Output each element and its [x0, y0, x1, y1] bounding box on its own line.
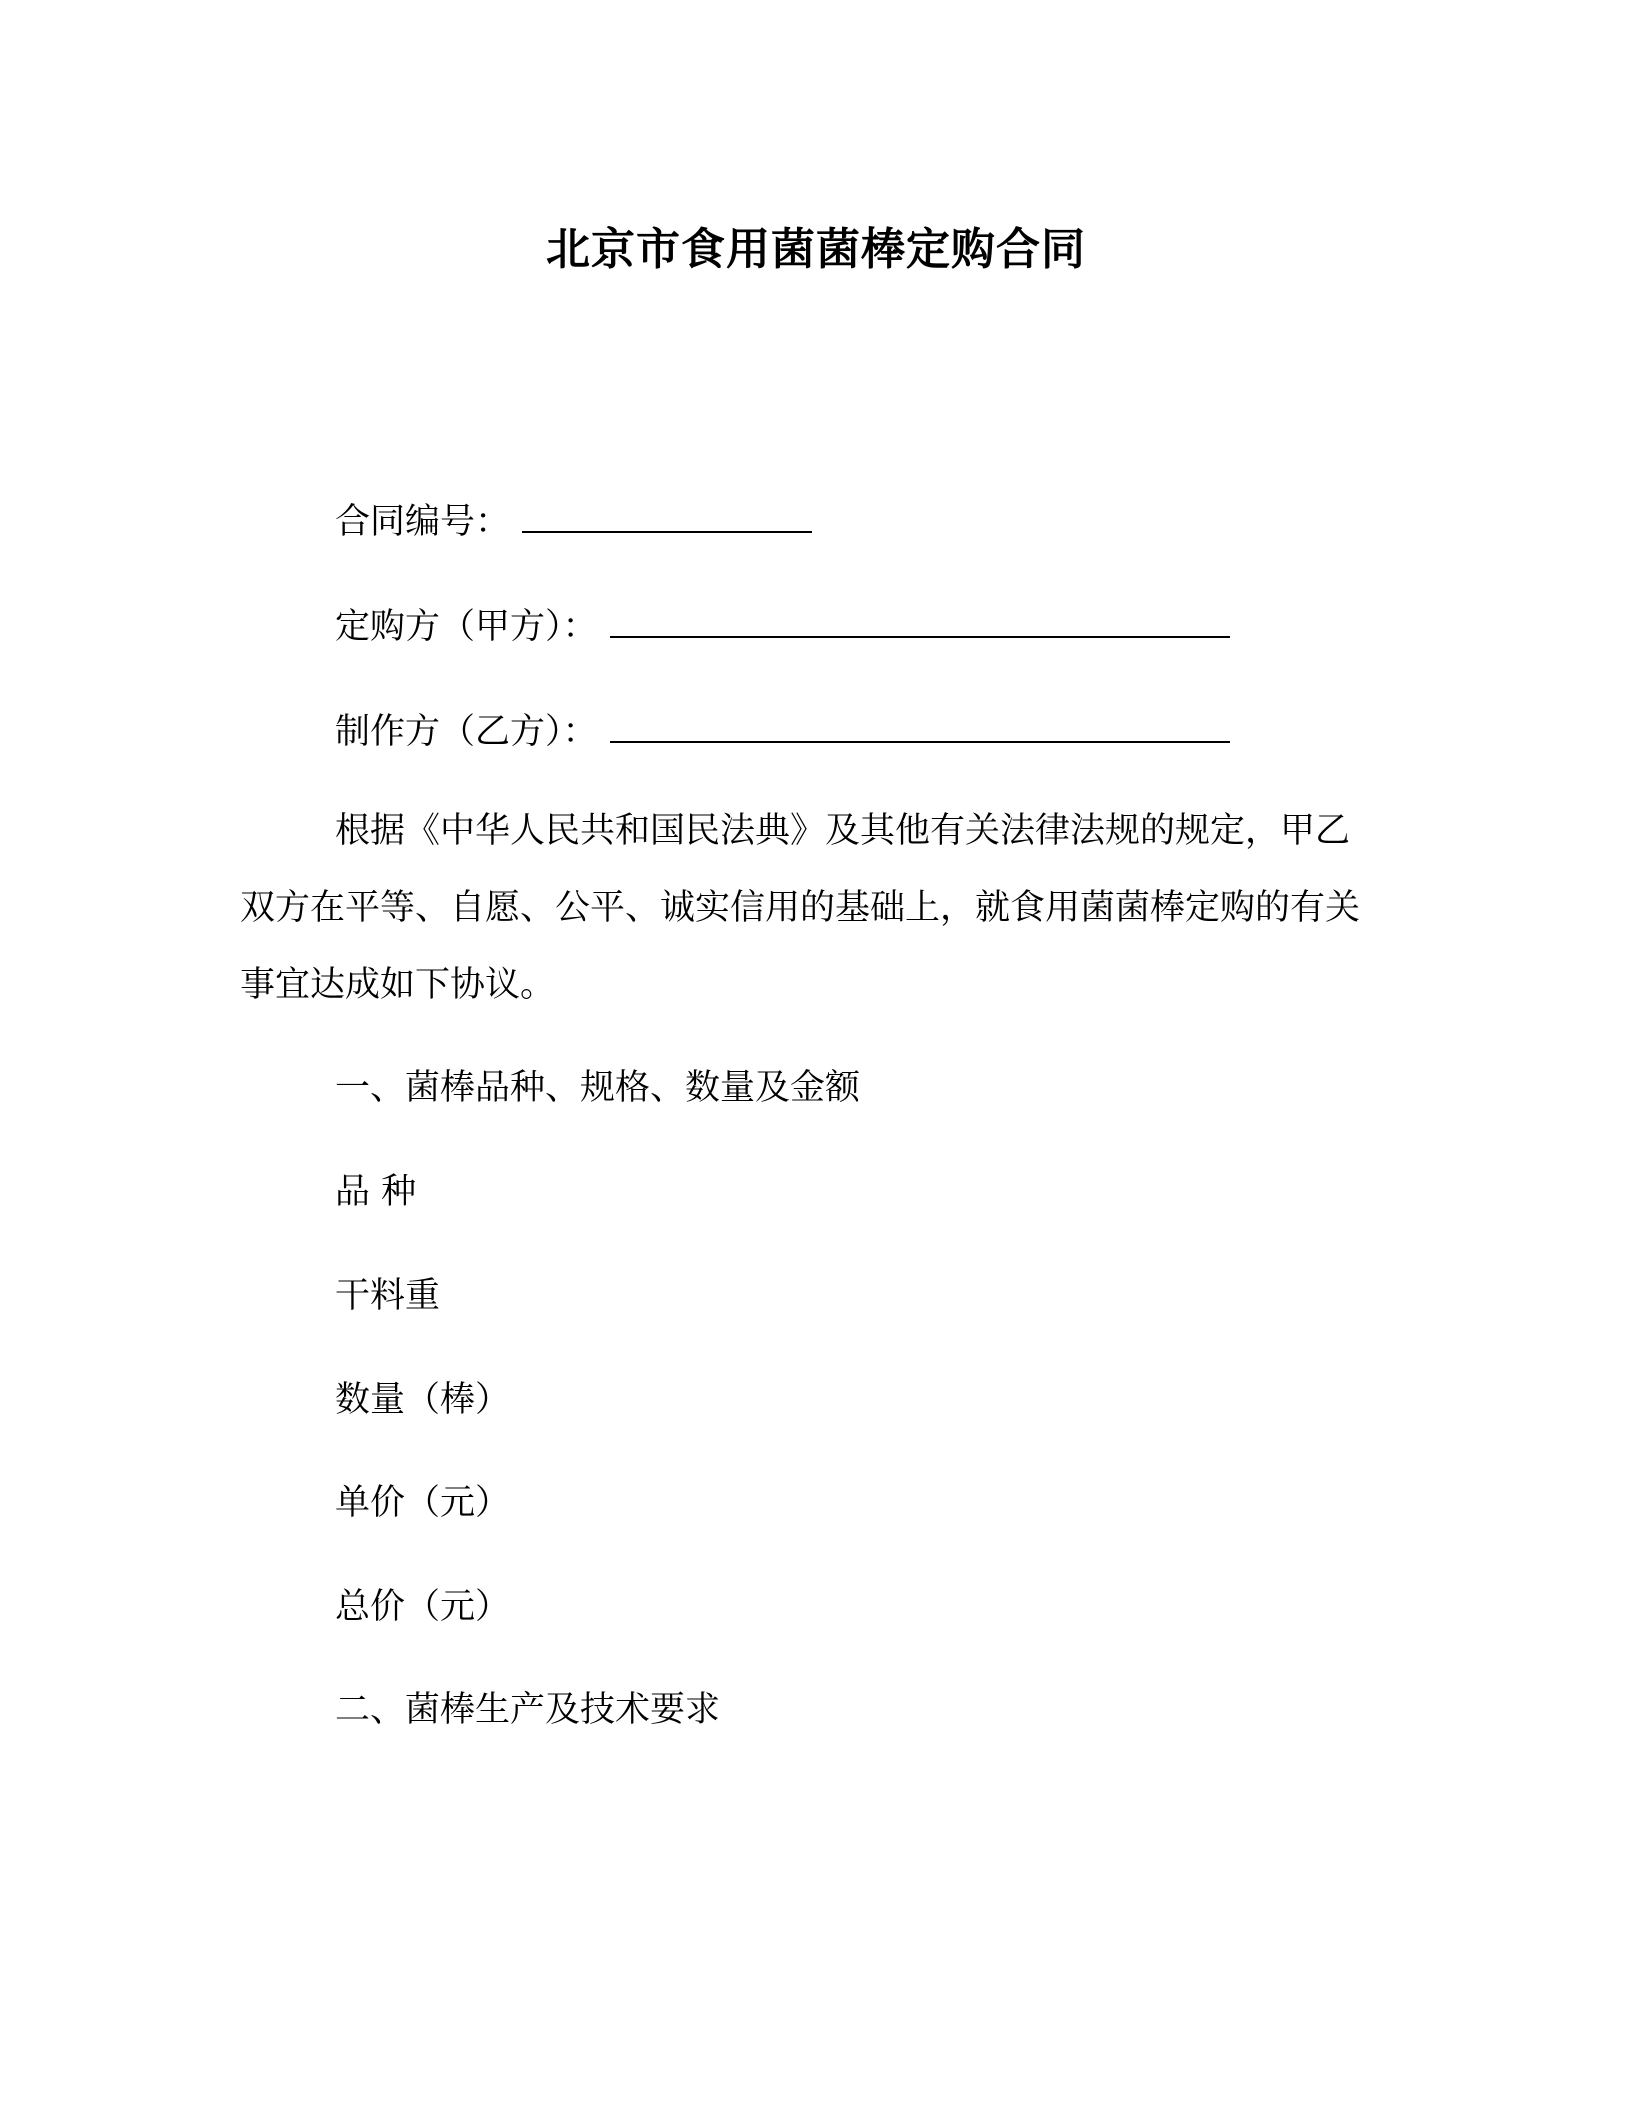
- field-party-b: [335, 710, 1230, 754]
- item-quantity: 数量（棒）: [335, 1380, 511, 1420]
- item-total-price: 总价（元）: [335, 1587, 511, 1627]
- party-a-blank[interactable]: [610, 606, 1230, 638]
- field-label: 制作方（乙方）：: [335, 712, 598, 752]
- field-label: 合同编号：: [335, 502, 511, 542]
- preamble-paragraph: 根据《中华人民共和国民法典》及其他有关法律法规的规定，甲乙双方在平等、自愿、公平、诚实信用的基础上，就食用菌菌棒定购的有关事宜达成如下协议。: [240, 811, 1361, 1005]
- item-dry-weight: 干料重: [335, 1276, 441, 1316]
- item-unit-price: 单价（元）: [335, 1483, 511, 1523]
- field-party-a: [335, 605, 1230, 649]
- section-heading: 一、菌棒品种、规格、数量及金额: [335, 1068, 861, 1108]
- field-label: 定购方（甲方）：: [335, 607, 598, 647]
- section-heading: 二、菌棒生产及技术要求: [335, 1690, 721, 1730]
- party-b-blank[interactable]: [610, 711, 1230, 743]
- contract-number-blank[interactable]: [522, 501, 812, 533]
- field-contract-number: [335, 500, 812, 544]
- document-title: 北京市食用菌菌棒定购合同: [546, 224, 1086, 275]
- item-variety: 品 种: [335, 1172, 417, 1212]
